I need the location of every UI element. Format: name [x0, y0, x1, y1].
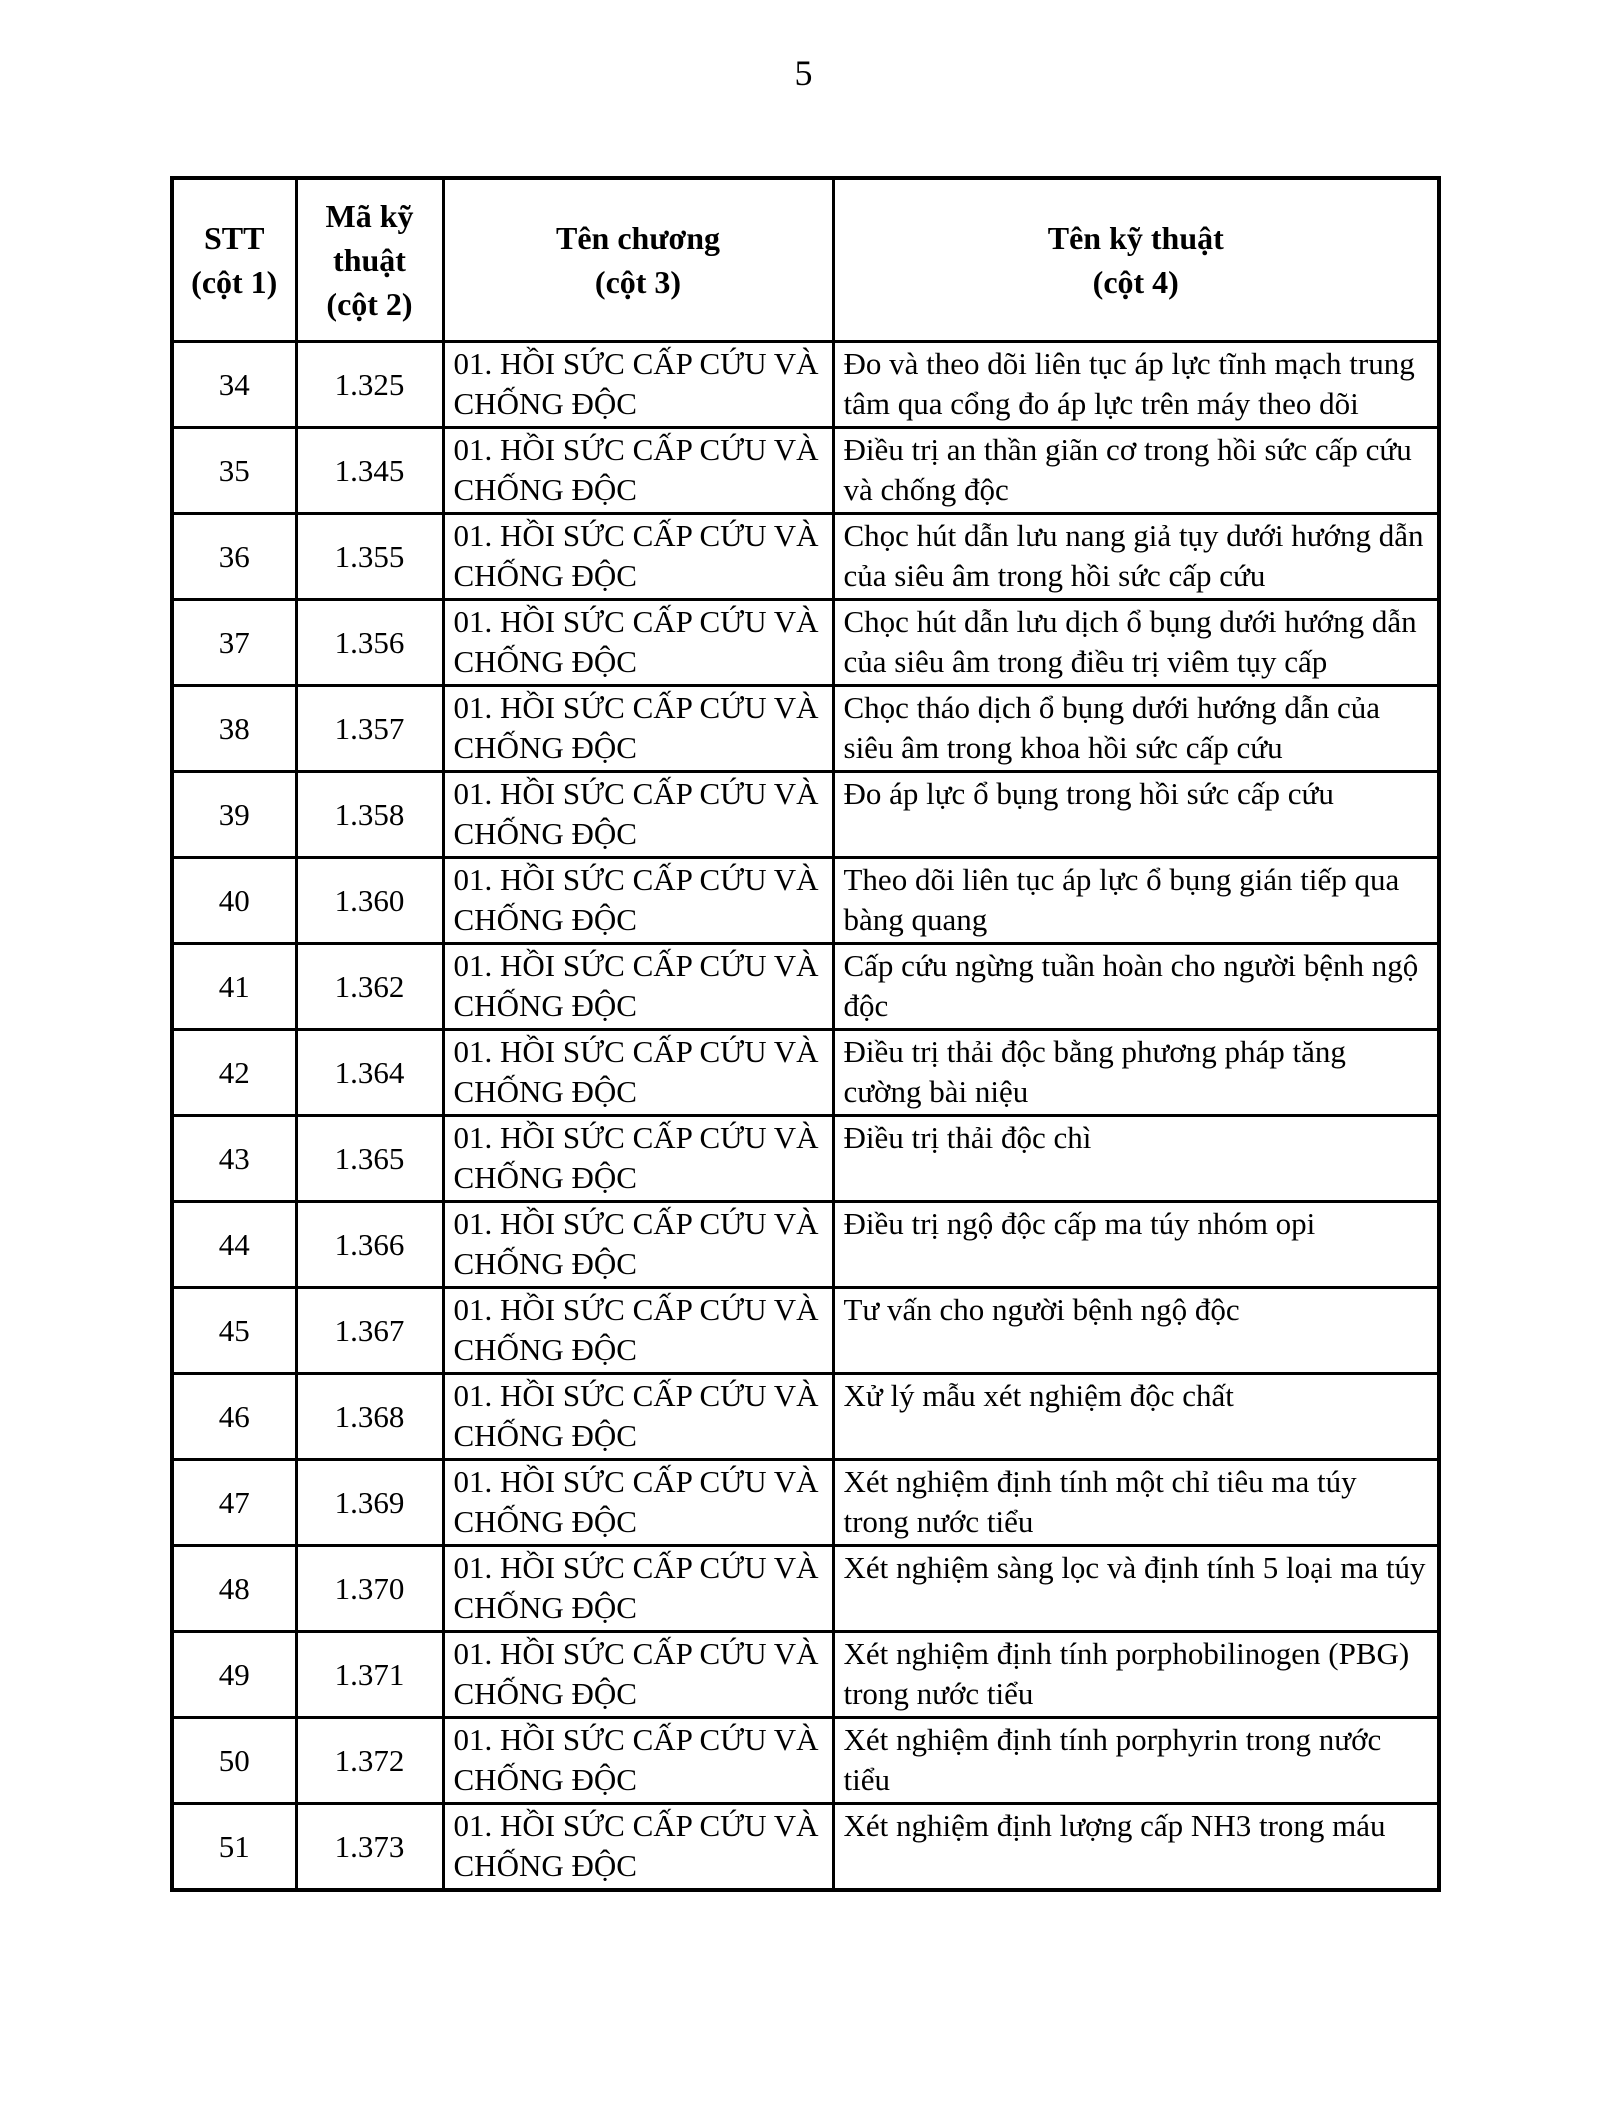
code-cell: 1.358 [296, 772, 443, 858]
table-row [172, 600, 1439, 686]
technique-cell: Cấp cứu ngừng tuần hoàn cho người bệnh ngộ độc [833, 944, 1439, 1030]
table-row [172, 858, 1439, 944]
stt-cell: 35 [172, 428, 296, 514]
technique-cell: Chọc hút dẫn lưu nang giả tụy dưới hướng dẫn của siêu âm trong hồi sức cấp cứu [833, 514, 1439, 600]
header-chapter [443, 178, 833, 342]
code-cell: 1.371 [296, 1632, 443, 1718]
technique-cell: Xét nghiệm định tính porphyrin trong nước tiểu [833, 1718, 1439, 1804]
technique-cell: Xét nghiệm sàng lọc và định tính 5 loại ma túy [833, 1546, 1439, 1632]
code-cell: 1.355 [296, 514, 443, 600]
code-cell: 1.364 [296, 1030, 443, 1116]
chapter-cell: 01. HỒI SỨC CẤP CỨU VÀ CHỐNG ĐỘC [443, 944, 833, 1030]
code-cell: 1.372 [296, 1718, 443, 1804]
technique-cell: Chọc tháo dịch ổ bụng dưới hướng dẫn của siêu âm trong khoa hồi sức cấp cứu [833, 686, 1439, 772]
technique-cell: Điều trị an thần giãn cơ trong hồi sức cấp cứu và chống độc [833, 428, 1439, 514]
stt-cell: 41 [172, 944, 296, 1030]
stt-cell: 37 [172, 600, 296, 686]
chapter-cell: 01. HỒI SỨC CẤP CỨU VÀ CHỐNG ĐỘC [443, 686, 833, 772]
code-cell: 1.365 [296, 1116, 443, 1202]
chapter-cell: 01. HỒI SỨC CẤP CỨU VÀ CHỐNG ĐỘC [443, 1374, 833, 1460]
chapter-cell: 01. HỒI SỨC CẤP CỨU VÀ CHỐNG ĐỘC [443, 858, 833, 944]
table-row [172, 1030, 1439, 1116]
technique-cell: Xét nghiệm định lượng cấp NH3 trong máu [833, 1804, 1439, 1891]
stt-cell: 45 [172, 1288, 296, 1374]
technique-cell: Chọc hút dẫn lưu dịch ổ bụng dưới hướng dẫn của siêu âm trong điều trị viêm tụy cấp [833, 600, 1439, 686]
code-cell: 1.356 [296, 600, 443, 686]
table-row [172, 1632, 1439, 1718]
chapter-cell: 01. HỒI SỨC CẤP CỨU VÀ CHỐNG ĐỘC [443, 1030, 833, 1116]
stt-cell: 47 [172, 1460, 296, 1546]
chapter-cell: 01. HỒI SỨC CẤP CỨU VÀ CHỐNG ĐỘC [443, 1718, 833, 1804]
technique-cell: Điều trị thải độc chì [833, 1116, 1439, 1202]
stt-cell: 36 [172, 514, 296, 600]
technique-cell: Điều trị ngộ độc cấp ma túy nhóm opi [833, 1202, 1439, 1288]
chapter-cell: 01. HỒI SỨC CẤP CỨU VÀ CHỐNG ĐỘC [443, 1804, 833, 1891]
chapter-cell: 01. HỒI SỨC CẤP CỨU VÀ CHỐNG ĐỘC [443, 600, 833, 686]
table-row [172, 944, 1439, 1030]
code-cell: 1.325 [296, 342, 443, 428]
stt-cell: 38 [172, 686, 296, 772]
header-line: (cột 3) [594, 264, 682, 300]
table-row [172, 1374, 1439, 1460]
code-cell: 1.357 [296, 686, 443, 772]
stt-cell: 42 [172, 1030, 296, 1116]
stt-cell: 44 [172, 1202, 296, 1288]
table-row [172, 514, 1439, 600]
header-line: Tên kỹ thuật [1047, 220, 1224, 256]
stt-cell: 39 [172, 772, 296, 858]
header-technique [833, 178, 1439, 342]
code-cell: 1.360 [296, 858, 443, 944]
chapter-cell: 01. HỒI SỨC CẤP CỨU VÀ CHỐNG ĐỘC [443, 1460, 833, 1546]
table-body [172, 342, 1439, 1891]
code-cell: 1.366 [296, 1202, 443, 1288]
header-stt [172, 178, 296, 342]
stt-cell: 49 [172, 1632, 296, 1718]
table-row [172, 1116, 1439, 1202]
header-line: thuật [333, 242, 406, 278]
technique-cell: Xử lý mẫu xét nghiệm độc chất [833, 1374, 1439, 1460]
table-row [172, 1804, 1439, 1891]
header-line: (cột 2) [326, 286, 413, 322]
table-row [172, 1288, 1439, 1374]
code-cell: 1.373 [296, 1804, 443, 1891]
header-row [172, 178, 1439, 342]
technique-cell: Điều trị thải độc bằng phương pháp tăng cường bài niệu [833, 1030, 1439, 1116]
stt-cell: 34 [172, 342, 296, 428]
header-line: (cột 4) [1092, 264, 1179, 300]
code-cell: 1.368 [296, 1374, 443, 1460]
technique-cell: Tư vấn cho người bệnh ngộ độc [833, 1288, 1439, 1374]
table-row [172, 1546, 1439, 1632]
stt-cell: 50 [172, 1718, 296, 1804]
table-row [172, 1202, 1439, 1288]
header-line: (cột 1) [191, 264, 278, 300]
header-line: Tên chương [555, 220, 721, 256]
chapter-cell: 01. HỒI SỨC CẤP CỨU VÀ CHỐNG ĐỘC [443, 342, 833, 428]
table-row [172, 1718, 1439, 1804]
code-cell: 1.369 [296, 1460, 443, 1546]
chapter-cell: 01. HỒI SỨC CẤP CỨU VÀ CHỐNG ĐỘC [443, 514, 833, 600]
stt-cell: 40 [172, 858, 296, 944]
chapter-cell: 01. HỒI SỨC CẤP CỨU VÀ CHỐNG ĐỘC [443, 1202, 833, 1288]
stt-cell: 43 [172, 1116, 296, 1202]
technique-cell: Xét nghiệm định tính porphobilinogen (PBG) trong nước tiểu [833, 1632, 1439, 1718]
header-line: STT [204, 220, 265, 256]
chapter-cell: 01. HỒI SỨC CẤP CỨU VÀ CHỐNG ĐỘC [443, 1546, 833, 1632]
table-row [172, 686, 1439, 772]
table-row [172, 772, 1439, 858]
chapter-cell: 01. HỒI SỨC CẤP CỨU VÀ CHỐNG ĐỘC [443, 1116, 833, 1202]
chapter-cell: 01. HỒI SỨC CẤP CỨU VÀ CHỐNG ĐỘC [443, 1288, 833, 1374]
stt-cell: 48 [172, 1546, 296, 1632]
code-cell: 1.362 [296, 944, 443, 1030]
technique-cell: Đo áp lực ổ bụng trong hồi sức cấp cứu [833, 772, 1439, 858]
code-cell: 1.370 [296, 1546, 443, 1632]
stt-cell: 51 [172, 1804, 296, 1891]
technique-cell: Đo và theo dõi liên tục áp lực tĩnh mạch trung tâm qua cổng đo áp lực trên máy theo dõi [833, 342, 1439, 428]
code-cell: 1.345 [296, 428, 443, 514]
page-number: 5 [794, 53, 813, 93]
stt-cell: 46 [172, 1374, 296, 1460]
technique-cell: Theo dõi liên tục áp lực ổ bụng gián tiếp qua bàng quang [833, 858, 1439, 944]
table-row [172, 342, 1439, 428]
technique-table [170, 176, 1441, 1892]
table-row [172, 428, 1439, 514]
chapter-cell: 01. HỒI SỨC CẤP CỨU VÀ CHỐNG ĐỘC [443, 428, 833, 514]
table-row [172, 1460, 1439, 1546]
chapter-cell: 01. HỒI SỨC CẤP CỨU VÀ CHỐNG ĐỘC [443, 1632, 833, 1718]
technique-cell: Xét nghiệm định tính một chỉ tiêu ma túy trong nước tiểu [833, 1460, 1439, 1546]
header-code [296, 178, 443, 342]
header-line: Mã kỹ [325, 198, 414, 234]
code-cell: 1.367 [296, 1288, 443, 1374]
chapter-cell: 01. HỒI SỨC CẤP CỨU VÀ CHỐNG ĐỘC [443, 772, 833, 858]
